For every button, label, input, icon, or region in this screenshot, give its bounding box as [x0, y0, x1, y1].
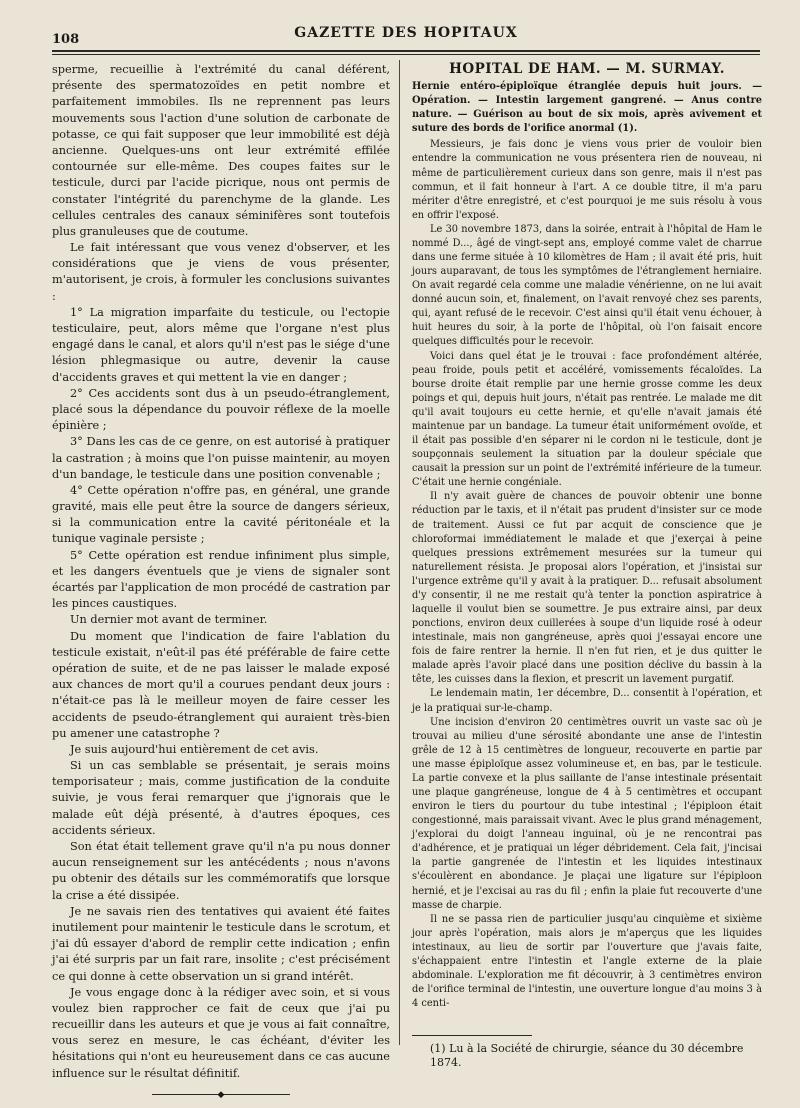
- running-head: GAZETTE DES HOPITAUX: [294, 25, 518, 41]
- paragraph: Il n'y avait guère de chances de pouvoir obtenir une bonne réduction par le taxis, et il n'était pas prudent d'insister sur ce mode de traitement. Aussi ce fut par acquit de conscience que je chloroformai immédiatement le malade et que j'exerçai à peine quelques pressions extrêmement mesurées sur la tumeur qui naturellement résista. Je proposai alors l'opération, et j'insistai sur l'urgence extrême qu'il y avait à la pratiquer. D... refusait absolument d'y consentir, il ne me restait qu'à tenter la ponction aspiratrice à laquelle il voulut bien se soumettre. Je pus extraire ainsi, par deux ponctions, environ deux cuillerées à soupe d'un liquide rosé à odeur intestinale, mais non gangréneuse, après quoi j'essayai encore une fois de faire rentrer la hernie. Il n'en fut rien, et je dus quitter le malade après l'avoir placé dans une position déclive du bassin à la tête, les cuisses dans la flexion, et prescrit un lavement purgatif.: [412, 491, 762, 686]
- paragraph: Si un cas semblable se présentait, je serais moins temporisateur ; mais, comme justification de la conduite suivie, je vous ferai remarquer que j'ignorais que le malade eût déjà présenté, à d'autres époques, ces accidents sérieux.: [52, 759, 390, 837]
- paragraph: Son état était tellement grave qu'il n'a pu nous donner aucun renseignement sur les antécédents ; nous n'avons pu obtenir des détails sur les commémoratifs que lorsque la crise a été dissipée.: [52, 840, 390, 902]
- footnote-rule: [412, 1035, 532, 1036]
- paragraph: 3° Dans les cas de ce genre, on est autorisé à pratiquer la castration ; à moins que l'on puisse maintenir, au moyen d'un bandage, le testicule dans une position convenable ;: [52, 435, 390, 481]
- paragraph: Du moment que l'indication de faire l'ablation du testicule existait, n'eût-il pas été préférable de faire cette opération de suite, et de ne pas laisser le malade exposé aux chances de mort qu'il a courues pendant deux jours : n'était-ce pas là le meilleur moyen de faire cesser les accidents de pseudo-étranglement qui auraient très-bien pu amener une catastrophe ?: [52, 629, 390, 740]
- article-title: HOPITAL DE HAM. — M. SURMAY.: [449, 61, 725, 77]
- paragraph: Le fait intéressant que vous venez d'observer, et les considérations que je viens de vous présenter, m'autorisent, je crois, à formuler les conclusions suivantes :: [52, 241, 390, 303]
- paragraph: Le 30 novembre 1873, dans la soirée, entrait à l'hôpital de Ham le nommé D..., âgé de vingt-sept ans, employé comme valet de charrue dans une ferme située à 10 kilomètres de Ham ; il avait été pris, huit jours auparavant, de tous les symptômes de l'étranglement herniaire. On avait regardé cela comme une maladie vénérienne, on ne lui avait donné aucun soin, et, finalement, on l'avait renvoyé chez ses parents, qui, ayant refusé de le recevoir. C'est ainsi qu'il était venu échouer, à huit heures du soir, à la porte de l'hôpital, où l'on faisait encore quelques difficultés pour le recevoir.: [412, 223, 762, 348]
- header-rule: [52, 50, 760, 52]
- header-rule-thin: [52, 54, 760, 55]
- paragraph: 1° La migration imparfaite du testicule, ou l'ectopie testiculaire, peut, alors même que l'organe n'est plus engagé dans le canal, et alors qu'il n'est pas le siége d'une lésion phlegmasique ou autre, devenir la cause d'accidents graves et qui mettent la vie en danger ;: [52, 305, 390, 384]
- paragraph: Voici dans quel état je le trouvai : face profondément altérée, peau froide, pouls petit et accéléré, vomissements fécaloïdes. La bourse droite était remplie par une hernie grosse comme les deux poings et qui, depuis huit jours, n'était pas rentrée. Le malade me dit qu'il avait toujours eu cette hernie, et qu'elle n'avait jamais été maintenue par un bandage. La tumeur était uniformément ovoïde, et il était pas possible d'en séparer ni le cordon ni le testicule, dont je soupçonnais seulement la situation par la douleur spéciale que causait la pression sur un point de l'extrémité inférieure de la tumeur. C'était une hernie congéniale.: [412, 350, 762, 489]
- page-header: [52, 22, 760, 52]
- left-column: [52, 62, 390, 1100]
- paragraph: Une incision d'environ 20 centimètres ouvrit un vaste sac où je trouvai au milieu d'une sérosité abondante une anse de l'intestin grêle de 12 à 15 centimètres de longueur, recouverte en partie par une masse épiploïque assez volumineuse et, en bas, par le testicule. La partie convexe et la plus saillante de l'anse intestinale présentait une plaque gangréneuse, longue de 4 à 5 centimètres et occupant environ le tiers du pourtour du tube intestinal ; l'épiploon était congestionné, mais paraissait vivant. Avec le plus grand ménagement, j'explorai du doigt l'anneau inguinal, où je ne rencontrai pas d'adhérence, et je pratiquai un léger débridement. Cela fait, j'incisai la partie gangrenée de l'intestin et les liquides intestinaux s'écoulèrent en abondance. Je plaçai une ligature sur l'épiploon hernié, et je l'excisai au ras du fil ; enfin la plaie fut recouverte d'une masse de charpie.: [412, 716, 762, 911]
- paragraph: sperme, recueillie à l'extrémité du canal déférent, présente des spermatozoïdes en petit nombre et parfaitement immobiles. Ils ne reprennent pas leurs mouvements sous l'action d'une solution de carbonate de potasse, ce qui fait supposer que leur immobilité est déjà ancienne. Quelques-uns ont leur extrémité effilée contournée sur elle-même. Des coupes faites sur le testicule, durci par l'acide picrique, nous ont permis de constater l'intégrité du parenchyme de la glande. Les cellules centrales des canaux séminifères sont toutefois plus granuleuses que de coutume.: [52, 63, 390, 238]
- paragraph: Un dernier mot avant de terminer.: [70, 613, 268, 627]
- page-number: 108: [52, 32, 80, 47]
- column-divider: [399, 60, 400, 1045]
- footnote: (1) Lu à la Société de chirurgie, séance du 30 décembre 1874.: [430, 1042, 744, 1069]
- paragraph: Je vous engage donc à la rédiger avec soin, et si vous voulez bien rapprocher ce fait de ceux que j'ai pu recueillir dans les auteurs et que je vous ai fait connaître, vous serez en mesure, le cas échéant, d'éviter les hésitations qui n'ont eu heureusement dans ce cas aucune influence sur le résultat définitif.: [52, 985, 390, 1080]
- paragraph: 4° Cette opération n'offre pas, en général, une grande gravité, mais elle peut être la source de dangers sérieux, si la communication entre la cavité péritonéale et la tunique vaginale persiste ;: [52, 483, 390, 546]
- article-subtitle: Hernie entéro-épiploïque étranglée depuis huit jours. — Opération. — Intestin largement gangrené. — Anus contre nature. — Guérison au bout de six mois, après avivement et suture des bords de l'orifice anormal (1).: [412, 81, 762, 135]
- right-column: [412, 62, 762, 1011]
- paragraph: Je suis aujourd'hui entièrement de cet avis.: [70, 742, 319, 756]
- paragraph: 2° Ces accidents sont dus à un pseudo-étranglement, placé sous la dépendance du pouvoir réflexe de la moelle épinière ;: [52, 386, 390, 433]
- paragraph: Je ne savais rien des tentatives qui avaient été faites inutilement pour maintenir le testicule dans le scrotum, et j'ai dû essayer d'abord de remplir cette indication ; enfin j'ai été surpris par un fait rare, insolite ; c'est précisément ce qui donne à cette observation un si grand intérêt.: [52, 904, 390, 983]
- paragraph: Messieurs, je fais donc je viens vous prier de vouloir bien entendre la communication ne vous présentera rien de nouveau, ni même de particulièrement curieux dans son genre, mais il n'est pas commun, et il fait honneur à l'art. A ce double titre, il m'a paru mériter d'être enregistré, et c'est pourquoi je me suis résolu à vous en offrir l'exposé.: [412, 139, 762, 221]
- paragraph: 5° Cette opération est rendue infiniment plus simple, et les dangers éventuels que je viens de signaler sont écartés par l'application de mon procédé de castration par les pinces caustiques.: [52, 548, 390, 611]
- paragraph: Il ne se passa rien de particulier jusqu'au cinquième et sixième jour après l'opération, mais alors je m'aperçus que les liquides intestinaux, au lieu de sortir par l'ouverture que j'avais faite, s'échappaient entre l'intestin et l'angle externe de la plaie abdominale. L'exploration me fit découvrir, à 3 centimètres environ de l'orifice terminal de l'intestin, une ouverture longue d'au moins 3 à 4 centi-: [412, 913, 762, 1010]
- end-rule: [52, 1090, 390, 1100]
- paragraph: Le lendemain matin, 1er décembre, D... consentit à l'opération, et je la pratiquai sur-le-champ.: [412, 688, 762, 714]
